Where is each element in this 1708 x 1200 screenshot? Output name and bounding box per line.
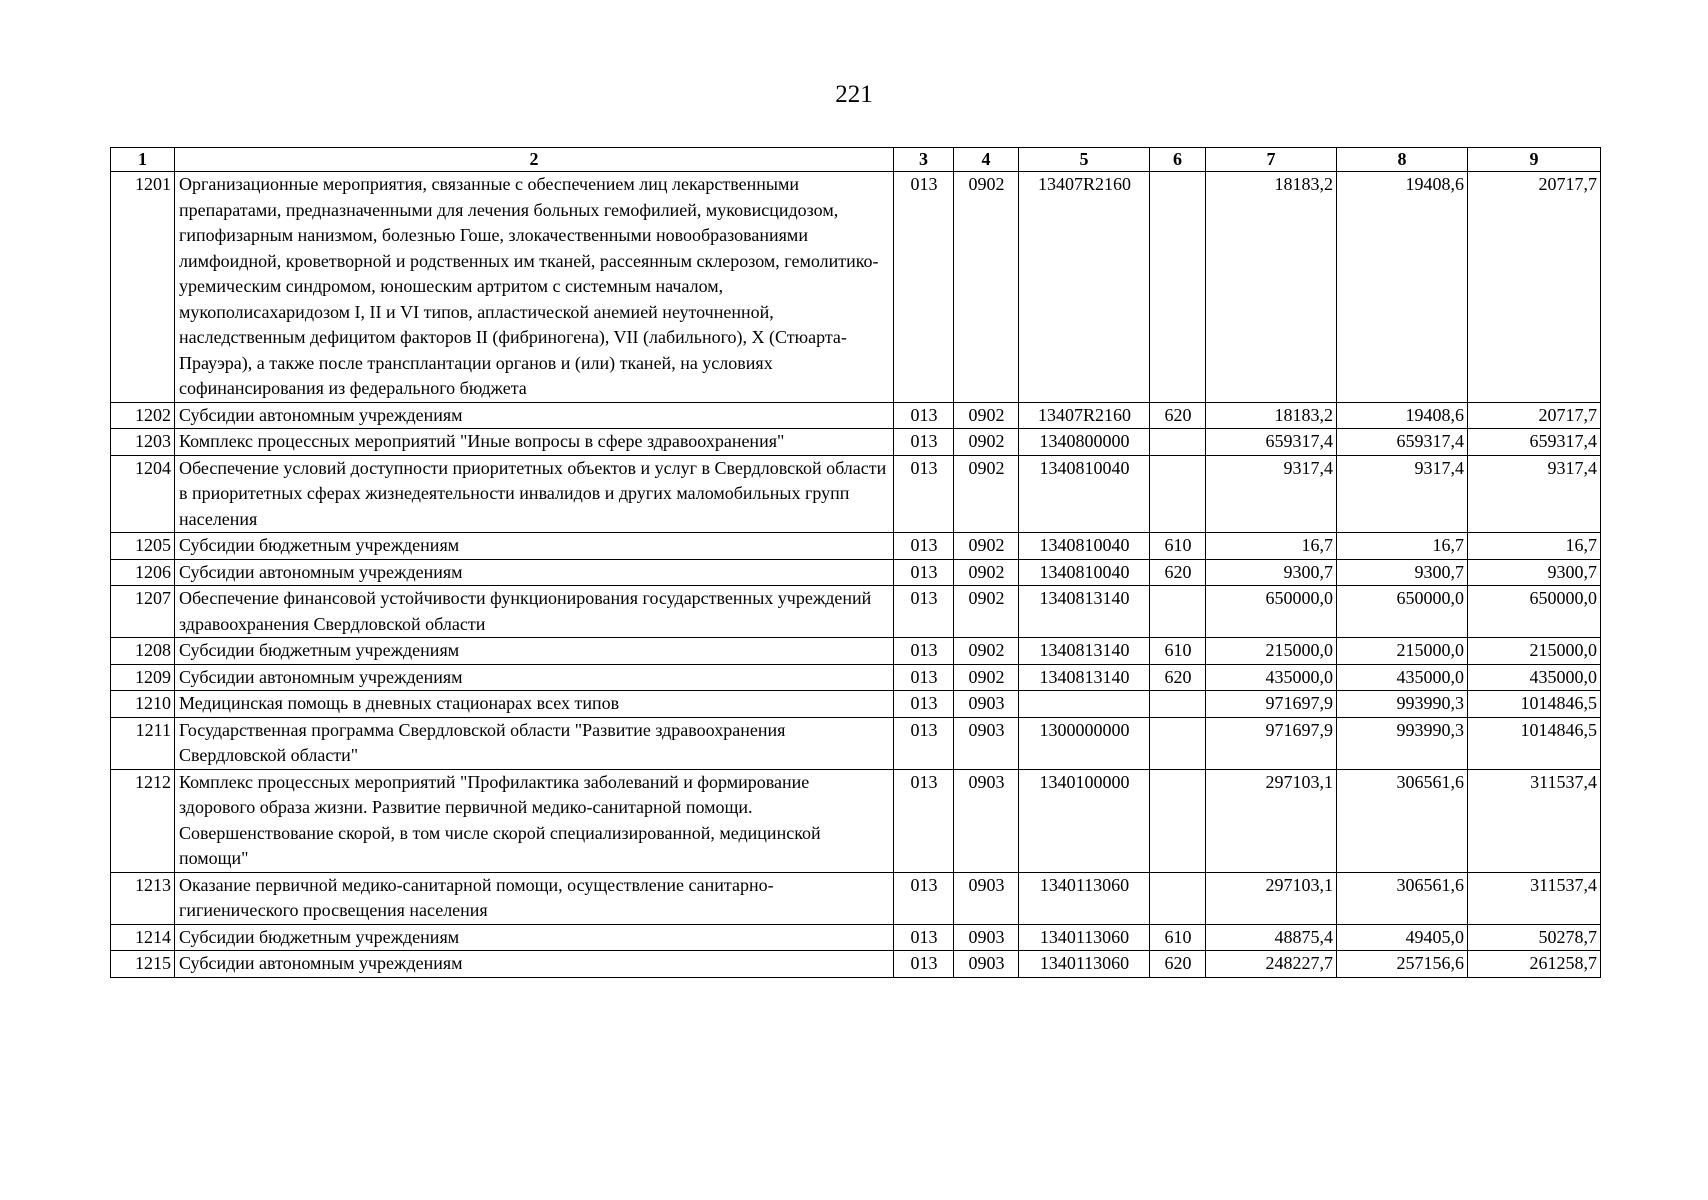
- expense-type-code: 610: [1150, 638, 1206, 665]
- target-article-code: [1019, 691, 1150, 718]
- row-number: 1213: [111, 872, 175, 924]
- ministry-code: 013: [894, 586, 954, 638]
- ministry-code: 013: [894, 172, 954, 403]
- row-description: Организационные мероприятия, связанные с обеспечением лиц лекарственными препаратами, предназначенными для лечения больных гемофилией, муковисцидозом, гипофизарным нанизмом, болезнью Гоше, злокачественными новообразованиями лимфоидной, кроветворной и родственных им тканей, рассеянным склерозом, гемолитико-уремическим синдромом, юношеским артритом с системным началом, мукополисахаридозом I, II и VI типов, апластической анемией неуточненной, наследственным дефицитом факторов II (фибриногена), VII (лабильного), X (Стюарта-Прауэра), а также после трансплантации органов и (или) тканей, на условиях софинансирования из федерального бюджета: [175, 172, 894, 403]
- table-header-row: [111, 148, 1601, 172]
- amount-col-9: 1014846,5: [1468, 691, 1601, 718]
- amount-col-9: 215000,0: [1468, 638, 1601, 665]
- expense-type-code: 610: [1150, 533, 1206, 560]
- table-row: [111, 951, 1601, 978]
- amount-col-7: 435000,0: [1206, 664, 1337, 691]
- amount-col-7: 18183,2: [1206, 172, 1337, 403]
- ministry-code: 013: [894, 533, 954, 560]
- table-row: [111, 402, 1601, 429]
- target-article-code: 1340813140: [1019, 638, 1150, 665]
- expense-type-code: 620: [1150, 951, 1206, 978]
- table-row: [111, 586, 1601, 638]
- amount-col-7: 18183,2: [1206, 402, 1337, 429]
- target-article-code: 1340113060: [1019, 924, 1150, 951]
- section-code: 0902: [954, 533, 1019, 560]
- amount-col-9: 50278,7: [1468, 924, 1601, 951]
- amount-col-9: 311537,4: [1468, 769, 1601, 872]
- row-description: Субсидии автономным учреждениям: [175, 402, 894, 429]
- table-row: [111, 559, 1601, 586]
- amount-col-8: 9300,7: [1337, 559, 1468, 586]
- column-header: 5: [1019, 148, 1150, 172]
- section-code: 0902: [954, 559, 1019, 586]
- row-description: Обеспечение условий доступности приоритетных объектов и услуг в Свердловской области в приоритетных сферах жизнедеятельности инвалидов и других маломобильных групп населения: [175, 455, 894, 533]
- amount-col-9: 1014846,5: [1468, 717, 1601, 769]
- table-row: [111, 429, 1601, 456]
- table-row: [111, 769, 1601, 872]
- amount-col-7: 659317,4: [1206, 429, 1337, 456]
- amount-col-9: 650000,0: [1468, 586, 1601, 638]
- amount-col-8: 993990,3: [1337, 691, 1468, 718]
- amount-col-9: 9317,4: [1468, 455, 1601, 533]
- section-code: 0903: [954, 769, 1019, 872]
- amount-col-7: 297103,1: [1206, 872, 1337, 924]
- amount-col-8: 650000,0: [1337, 586, 1468, 638]
- target-article-code: 1340813140: [1019, 664, 1150, 691]
- amount-col-7: 16,7: [1206, 533, 1337, 560]
- ministry-code: 013: [894, 691, 954, 718]
- row-number: 1209: [111, 664, 175, 691]
- amount-col-8: 659317,4: [1337, 429, 1468, 456]
- amount-col-8: 49405,0: [1337, 924, 1468, 951]
- row-number: 1214: [111, 924, 175, 951]
- column-header: 9: [1468, 148, 1601, 172]
- table-row: [111, 717, 1601, 769]
- section-code: 0903: [954, 691, 1019, 718]
- row-number: 1206: [111, 559, 175, 586]
- row-number: 1204: [111, 455, 175, 533]
- target-article-code: 1300000000: [1019, 717, 1150, 769]
- amount-col-7: 650000,0: [1206, 586, 1337, 638]
- amount-col-8: 306561,6: [1337, 769, 1468, 872]
- row-number: 1201: [111, 172, 175, 403]
- section-code: 0902: [954, 429, 1019, 456]
- expense-type-code: 620: [1150, 402, 1206, 429]
- table-row: [111, 872, 1601, 924]
- target-article-code: 1340810040: [1019, 455, 1150, 533]
- amount-col-8: 16,7: [1337, 533, 1468, 560]
- target-article-code: 13407R2160: [1019, 402, 1150, 429]
- ministry-code: 013: [894, 951, 954, 978]
- row-description: Субсидии автономным учреждениям: [175, 559, 894, 586]
- amount-col-7: 9300,7: [1206, 559, 1337, 586]
- section-code: 0902: [954, 402, 1019, 429]
- amount-col-7: 297103,1: [1206, 769, 1337, 872]
- table-row: [111, 924, 1601, 951]
- column-header: 8: [1337, 148, 1468, 172]
- amount-col-7: 971697,9: [1206, 717, 1337, 769]
- amount-col-8: 215000,0: [1337, 638, 1468, 665]
- expense-type-code: [1150, 172, 1206, 403]
- amount-col-7: 971697,9: [1206, 691, 1337, 718]
- row-description: Оказание первичной медико-санитарной помощи, осуществление санитарно-гигиенического просвещения населения: [175, 872, 894, 924]
- row-number: 1203: [111, 429, 175, 456]
- expense-type-code: [1150, 691, 1206, 718]
- amount-col-9: 20717,7: [1468, 172, 1601, 403]
- section-code: 0903: [954, 951, 1019, 978]
- column-header: 4: [954, 148, 1019, 172]
- row-description: Субсидии бюджетным учреждениям: [175, 533, 894, 560]
- budget-table: [110, 147, 1601, 978]
- amount-col-7: 248227,7: [1206, 951, 1337, 978]
- expense-type-code: 620: [1150, 559, 1206, 586]
- row-description: Государственная программа Свердловской области "Развитие здравоохранения Свердловской области": [175, 717, 894, 769]
- amount-col-7: 48875,4: [1206, 924, 1337, 951]
- table-row: [111, 664, 1601, 691]
- row-number: 1210: [111, 691, 175, 718]
- amount-col-8: 19408,6: [1337, 172, 1468, 403]
- amount-col-8: 306561,6: [1337, 872, 1468, 924]
- row-description: Комплекс процессных мероприятий "Профилактика заболеваний и формирование здорового образа жизни. Развитие первичной медико-санитарной помощи. Совершенствование скорой, в том числе скорой специализированной, медицинской помощи": [175, 769, 894, 872]
- amount-col-8: 257156,6: [1337, 951, 1468, 978]
- ministry-code: 013: [894, 872, 954, 924]
- row-number: 1202: [111, 402, 175, 429]
- ministry-code: 013: [894, 402, 954, 429]
- row-description: Субсидии бюджетным учреждениям: [175, 924, 894, 951]
- expense-type-code: [1150, 429, 1206, 456]
- expense-type-code: [1150, 586, 1206, 638]
- table-row: [111, 638, 1601, 665]
- ministry-code: 013: [894, 638, 954, 665]
- row-number: 1211: [111, 717, 175, 769]
- row-number: 1208: [111, 638, 175, 665]
- section-code: 0903: [954, 872, 1019, 924]
- column-header: 7: [1206, 148, 1337, 172]
- amount-col-8: 435000,0: [1337, 664, 1468, 691]
- amount-col-8: 19408,6: [1337, 402, 1468, 429]
- target-article-code: 13407R2160: [1019, 172, 1150, 403]
- row-description: Субсидии бюджетным учреждениям: [175, 638, 894, 665]
- amount-col-8: 993990,3: [1337, 717, 1468, 769]
- amount-col-9: 20717,7: [1468, 402, 1601, 429]
- ministry-code: 013: [894, 429, 954, 456]
- ministry-code: 013: [894, 924, 954, 951]
- section-code: 0903: [954, 924, 1019, 951]
- amount-col-9: 261258,7: [1468, 951, 1601, 978]
- row-number: 1207: [111, 586, 175, 638]
- amount-col-7: 215000,0: [1206, 638, 1337, 665]
- amount-col-9: 16,7: [1468, 533, 1601, 560]
- amount-col-9: 9300,7: [1468, 559, 1601, 586]
- ministry-code: 013: [894, 559, 954, 586]
- amount-col-7: 9317,4: [1206, 455, 1337, 533]
- expense-type-code: 620: [1150, 664, 1206, 691]
- row-description: Комплекс процессных мероприятий "Иные вопросы в сфере здравоохранения": [175, 429, 894, 456]
- column-header: 6: [1150, 148, 1206, 172]
- amount-col-9: 311537,4: [1468, 872, 1601, 924]
- target-article-code: 1340100000: [1019, 769, 1150, 872]
- row-description: Субсидии автономным учреждениям: [175, 664, 894, 691]
- page-number: 221: [835, 81, 873, 108]
- table-row: [111, 172, 1601, 403]
- row-number: 1212: [111, 769, 175, 872]
- amount-col-9: 435000,0: [1468, 664, 1601, 691]
- section-code: 0902: [954, 638, 1019, 665]
- expense-type-code: [1150, 769, 1206, 872]
- row-number: 1205: [111, 533, 175, 560]
- expense-type-code: [1150, 872, 1206, 924]
- target-article-code: 1340800000: [1019, 429, 1150, 456]
- table-row: [111, 455, 1601, 533]
- section-code: 0902: [954, 172, 1019, 403]
- expense-type-code: [1150, 717, 1206, 769]
- target-article-code: 1340813140: [1019, 586, 1150, 638]
- section-code: 0902: [954, 455, 1019, 533]
- table-row: [111, 691, 1601, 718]
- row-description: Медицинская помощь в дневных стационарах всех типов: [175, 691, 894, 718]
- expense-type-code: [1150, 455, 1206, 533]
- amount-col-8: 9317,4: [1337, 455, 1468, 533]
- target-article-code: 1340810040: [1019, 533, 1150, 560]
- column-header: 3: [894, 148, 954, 172]
- row-number: 1215: [111, 951, 175, 978]
- row-description: Субсидии автономным учреждениям: [175, 951, 894, 978]
- ministry-code: 013: [894, 664, 954, 691]
- ministry-code: 013: [894, 769, 954, 872]
- target-article-code: 1340810040: [1019, 559, 1150, 586]
- amount-col-9: 659317,4: [1468, 429, 1601, 456]
- section-code: 0903: [954, 717, 1019, 769]
- column-header: 1: [111, 148, 175, 172]
- row-description: Обеспечение финансовой устойчивости функционирования государственных учреждений здравоохранения Свердловской области: [175, 586, 894, 638]
- ministry-code: 013: [894, 455, 954, 533]
- section-code: 0902: [954, 664, 1019, 691]
- column-header: 2: [175, 148, 894, 172]
- expense-type-code: 610: [1150, 924, 1206, 951]
- section-code: 0902: [954, 586, 1019, 638]
- target-article-code: 1340113060: [1019, 951, 1150, 978]
- target-article-code: 1340113060: [1019, 872, 1150, 924]
- table-row: [111, 533, 1601, 560]
- ministry-code: 013: [894, 717, 954, 769]
